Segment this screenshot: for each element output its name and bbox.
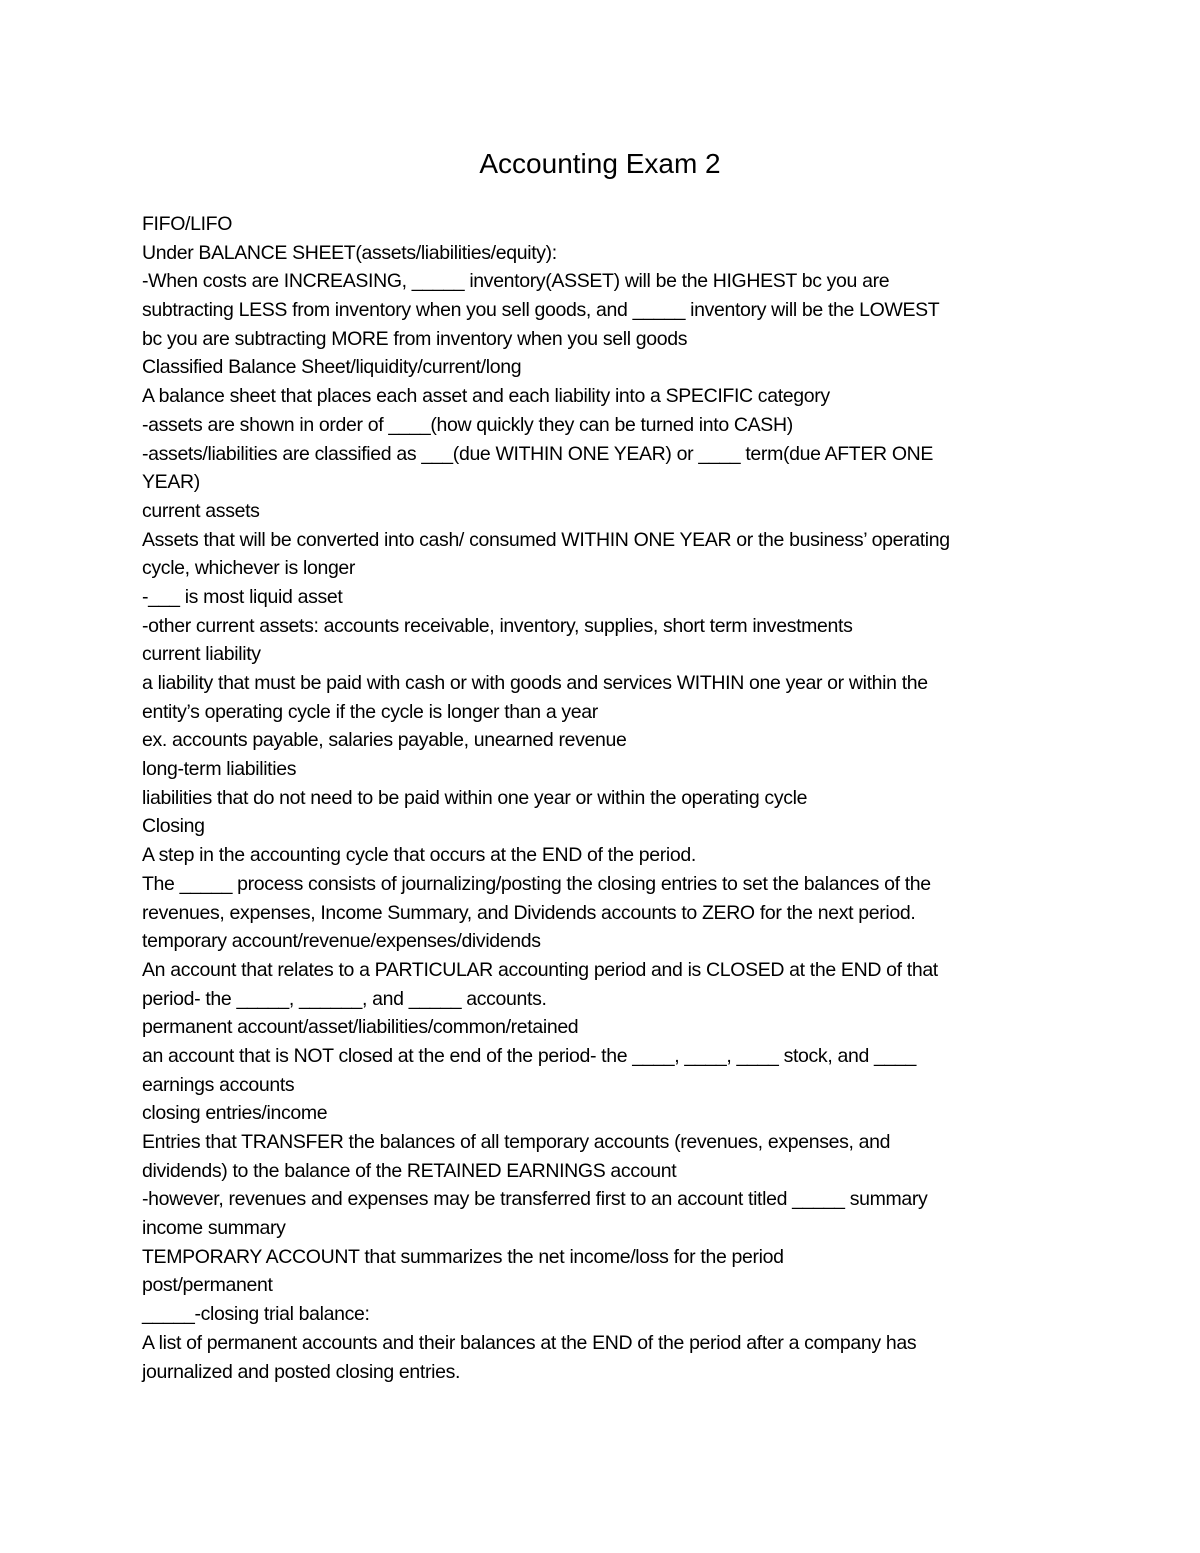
- text-line: bc you are subtracting MORE from inventory when you sell goods: [142, 327, 688, 350]
- text-line: post/permanent: [142, 1274, 273, 1297]
- text-line: _____-closing trial balance:: [142, 1303, 370, 1326]
- text-line: temporary account/revenue/expenses/dividends: [142, 930, 541, 953]
- text-line: closing entries/income: [142, 1102, 328, 1125]
- text-line: current liability: [142, 643, 261, 666]
- text-line: income summary: [142, 1217, 286, 1240]
- text-line: cycle, whichever is longer: [142, 557, 356, 580]
- text-line: dividends) to the balance of the RETAINED EARNINGS account: [142, 1159, 677, 1182]
- document-title: Accounting Exam 2: [479, 148, 721, 179]
- text-line: -however, revenues and expenses may be transferred first to an account titled _____ summary: [142, 1188, 928, 1211]
- text-line: entity’s operating cycle if the cycle is longer than a year: [142, 700, 598, 723]
- text-line: -assets/liabilities are classified as ___(due WITHIN ONE YEAR) or ____ term(due AFTER ONE: [142, 442, 934, 465]
- text-line: long-term liabilities: [142, 758, 297, 781]
- text-line: -assets are shown in order of ____(how quickly they can be turned into CASH): [142, 413, 793, 436]
- document-body: [142, 210, 1067, 1386]
- text-line: -When costs are INCREASING, _____ inventory(ASSET) will be the HIGHEST bc you are: [142, 270, 890, 293]
- text-line: ex. accounts payable, salaries payable, unearned revenue: [142, 729, 627, 752]
- text-line: journalized and posted closing entries.: [142, 1360, 461, 1383]
- text-line: Assets that will be converted into cash/ consumed WITHIN ONE YEAR or the business’ operating: [142, 528, 950, 551]
- text-line: Classified Balance Sheet/liquidity/current/long: [142, 356, 522, 379]
- text-line: Entries that TRANSFER the balances of all temporary accounts (revenues, expenses, and: [142, 1131, 891, 1153]
- text-line: A list of permanent accounts and their balances at the END of the period after a company has: [142, 1331, 917, 1354]
- text-line: subtracting LESS from inventory when you sell goods, and _____ inventory will be the LOWEST: [142, 299, 940, 322]
- text-line: A step in the accounting cycle that occurs at the END of the period.: [142, 844, 696, 867]
- text-line: -___ is most liquid asset: [142, 585, 343, 608]
- text-line: An account that relates to a PARTICULAR accounting period and is CLOSED at the END of that: [142, 958, 938, 981]
- text-line: YEAR): [142, 471, 200, 494]
- text-line: earnings accounts: [142, 1073, 295, 1096]
- text-line: permanent account/asset/liabilities/common/retained: [142, 1016, 579, 1039]
- text-line: an account that is NOT closed at the end of the period- the ____, ____, ____ stock, and ____: [142, 1044, 916, 1067]
- text-line: liabilities that do not need to be paid within one year or within the operating cycle: [142, 786, 808, 809]
- text-line: TEMPORARY ACCOUNT that summarizes the net income/loss for the period: [142, 1245, 784, 1268]
- text-line: A balance sheet that places each asset and each liability into a SPECIFIC category: [142, 385, 830, 408]
- text-line: The _____ process consists of journalizing/posting the closing entries to set the balances of the: [142, 872, 931, 895]
- text-line: Closing: [142, 815, 205, 838]
- text-line: -other current assets: accounts receivable, inventory, supplies, short term investments: [142, 614, 853, 637]
- text-line: FIFO/LIFO: [142, 213, 233, 235]
- text-line: Under BALANCE SHEET(assets/liabilities/equity):: [142, 241, 557, 264]
- text-line: current assets: [142, 499, 260, 522]
- text-line: revenues, expenses, Income Summary, and Dividends accounts to ZERO for the next period.: [142, 901, 916, 924]
- text-line: period- the _____, ______, and _____ accounts.: [142, 987, 547, 1010]
- text-line: a liability that must be paid with cash or with goods and services WITHIN one year or within the: [142, 672, 928, 694]
